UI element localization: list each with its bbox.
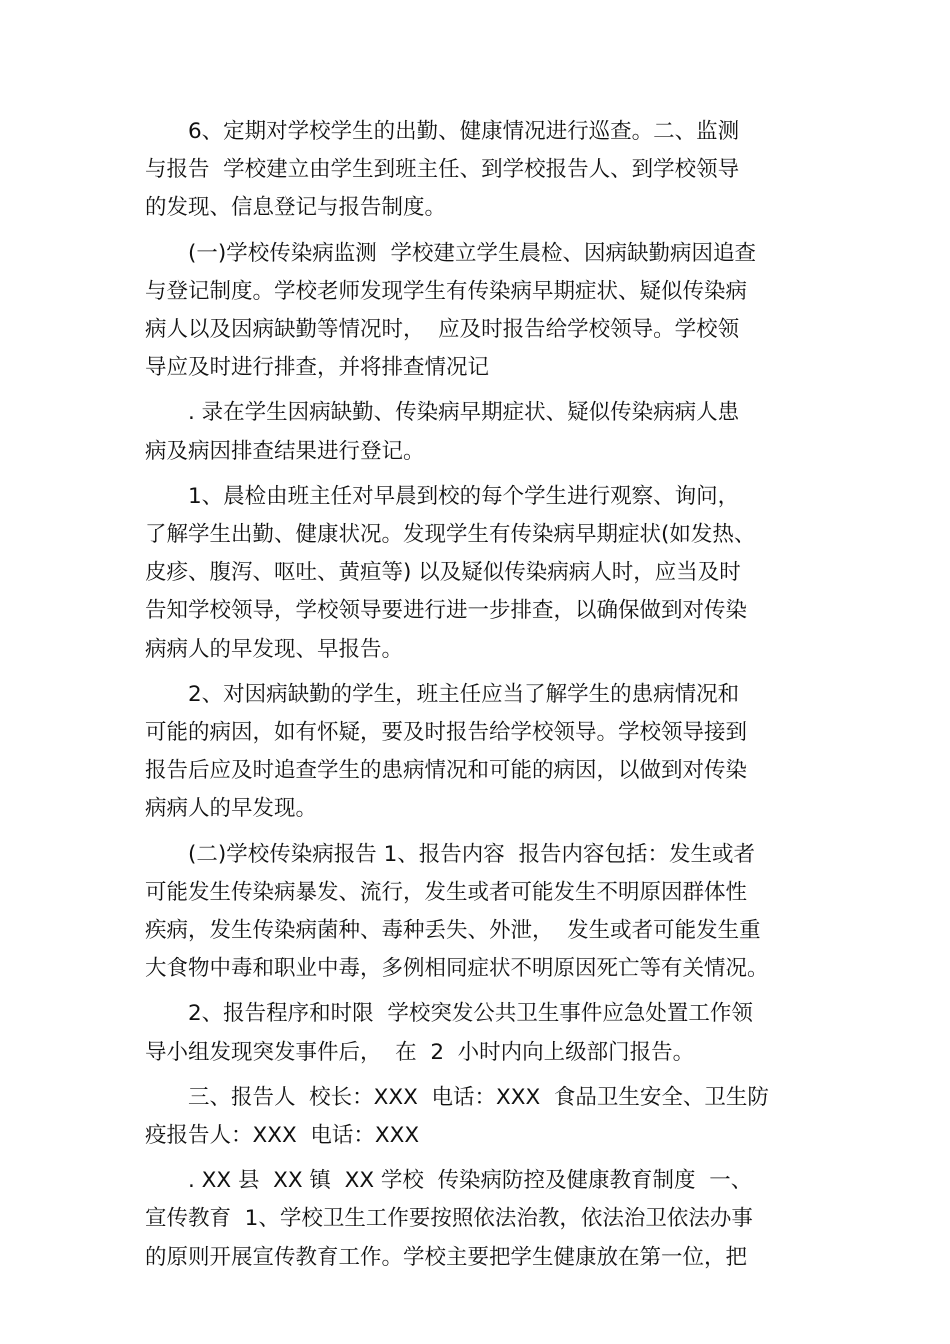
text-line: 的发现、信息登记与报告制度。 <box>145 195 447 221</box>
text-line: 与报告 学校建立由学生到班主任、到学校报告人、到学校领导 <box>145 157 740 183</box>
text-line: 病人以及因病缺勤等情况时， 应及时报告给学校领导。学校领 <box>145 317 740 343</box>
paragraph-8 <box>145 1079 815 1155</box>
text-line: 宣传教育 1、学校卫生工作要按照依法治教，依法治卫依法办事 <box>145 1206 753 1232</box>
text-line: 疾病，发生传染病菌种、毒种丢失、外泄， 发生或者可能发生重 <box>145 918 761 944</box>
text-line: . XX 县 XX 镇 XX 学校 传染病防控及健康教育制度 一、 <box>188 1168 753 1194</box>
text-line: 大食物中毒和职业中毒，多例相同症状不明原因死亡等有关情况。 <box>145 956 769 982</box>
paragraph-5 <box>145 676 815 829</box>
paragraph-1 <box>145 113 815 228</box>
text-line: 病病人的早发现、早报告。 <box>145 636 404 662</box>
text-line: . 录在学生因病缺勤、传染病早期症状、疑似传染病病人患 <box>188 400 740 426</box>
text-line: 可能发生传染病暴发、流行，发生或者可能发生不明原因群体性 <box>145 879 748 905</box>
text-line: 的原则开展宣传教育工作。学校主要把学生健康放在第一位，把 <box>145 1244 748 1270</box>
text-line: (二)学校传染病报告 1、报告内容 报告内容包括：发生或者 <box>188 841 755 867</box>
text-line: 导应及时进行排查，并将排查情况记 <box>145 355 490 381</box>
paragraph-4 <box>145 478 815 669</box>
text-line: 1、晨检由班主任对早晨到校的每个学生进行观察、询问， <box>188 483 740 509</box>
text-line: 报告后应及时追查学生的患病情况和可能的病因，以做到对传染 <box>145 758 748 784</box>
text-line: (一)学校传染病监测 学校建立学生晨检、因病缺勤病因追查 <box>188 240 756 266</box>
paragraph-9 <box>145 1162 815 1277</box>
text-line: 了解学生出勤、健康状况。发现学生有传染病早期症状(如发热、 <box>145 522 756 548</box>
text-line: 病病人的早发现。 <box>145 796 318 822</box>
text-line: 导小组发现突发事件后， 在 2 小时内向上级部门报告。 <box>145 1039 695 1065</box>
text-line: 告知学校领导，学校领导要进行进一步排查，以确保做到对传染 <box>145 598 748 624</box>
paragraph-7 <box>145 995 815 1071</box>
paragraph-6 <box>145 836 815 989</box>
text-line: 6、定期对学校学生的出勤、健康情况进行巡查。二、监测 <box>188 119 740 144</box>
text-line: 三、报告人 校长：XXX 电话：XXX 食品卫生安全、卫生防 <box>188 1084 769 1110</box>
document-page <box>145 113 815 1284</box>
text-line: 可能的病因，如有怀疑，要及时报告给学校领导。学校领导接到 <box>145 720 748 746</box>
text-line: 2、报告程序和时限 学校突发公共卫生事件应急处置工作领 <box>188 1001 753 1027</box>
paragraph-2 <box>145 235 815 388</box>
text-line: 与登记制度。学校老师发现学生有传染病早期症状、疑似传染病 <box>145 278 748 304</box>
text-line: 疫报告人：XXX 电话：XXX <box>145 1123 420 1149</box>
paragraph-3 <box>145 394 815 470</box>
text-line: 皮疹、腹泻、呕吐、黄疸等) 以及疑似传染病病人时，应当及时 <box>145 560 741 586</box>
text-line: 病及病因排查结果进行登记。 <box>145 438 425 464</box>
text-line: 2、对因病缺勤的学生，班主任应当了解学生的患病情况和 <box>188 681 740 707</box>
